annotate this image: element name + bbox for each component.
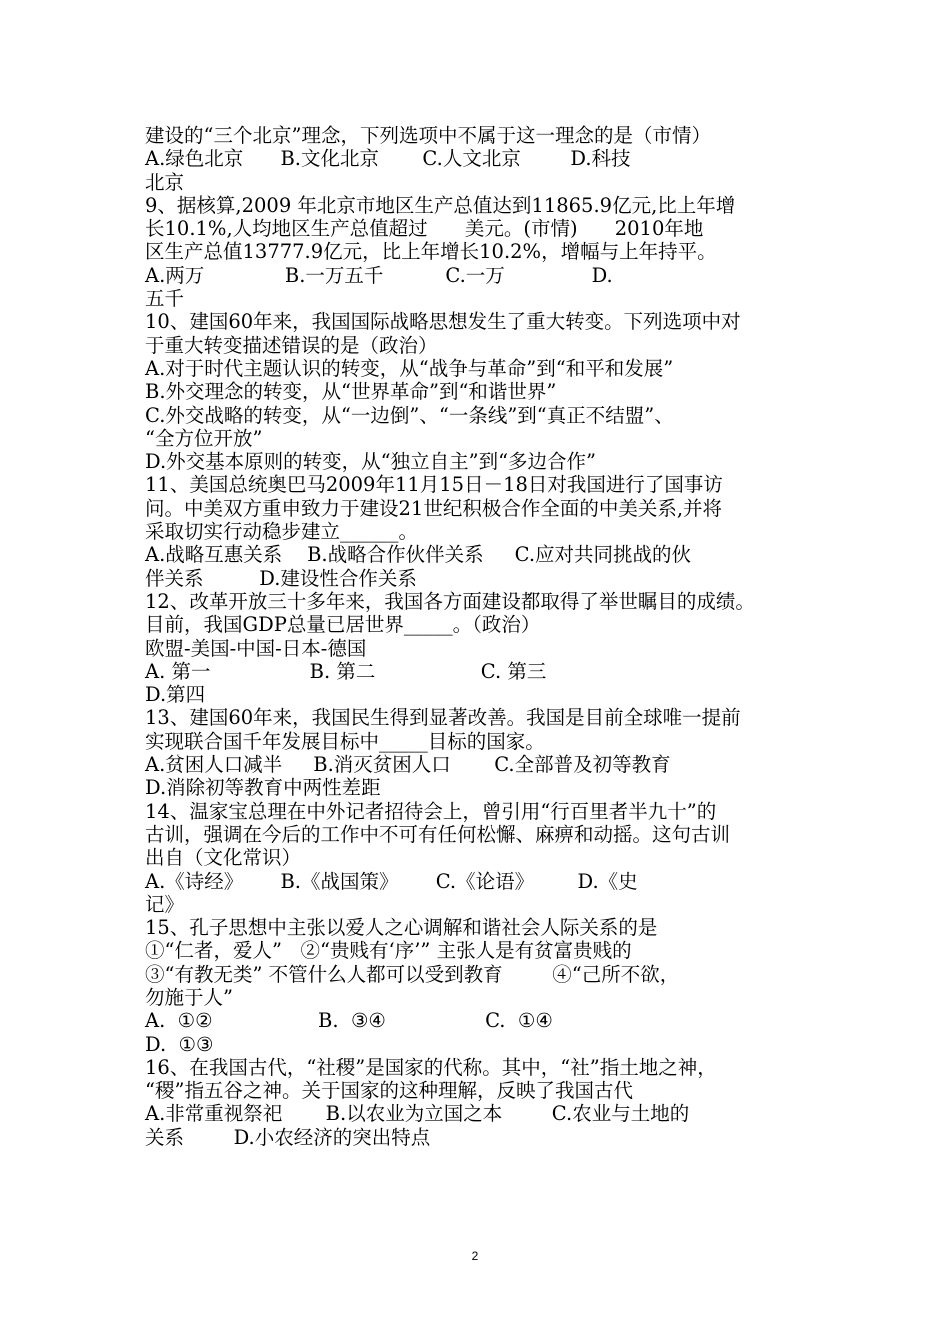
text-line: 出自（文化常识）: [145, 846, 302, 870]
text-line: 16、在我国古代，“社稷”是国家的代称。其中，“社”指土地之神，: [145, 1055, 717, 1079]
text-line: A.战略互惠关系 B.战略合作伙伴关系 C.应对共同挑战的伙: [145, 543, 692, 567]
text-line: A. 第一 B. 第二 C. 第三: [145, 659, 547, 683]
text-line: 问。中美双方重申致力于建设21世纪积极合作全面的中美关系,并将: [145, 496, 723, 520]
text-line: A.对于时代主题认识的转变，从“战争与革命”到“和平和发展”: [145, 356, 674, 380]
page-number: 2: [471, 1249, 479, 1263]
text-line: “全方位开放”: [145, 426, 263, 450]
text-line: B.外交理念的转变，从“世界革命”到“和谐世界”: [145, 380, 557, 404]
text-line: A.两万 B.一万五千 C.一万 D.: [145, 263, 613, 287]
text-line: 伴关系 D.建设性合作关系: [145, 566, 417, 590]
text-line: 10、建国60年来，我国国际战略思想发生了重大转变。下列选项中对: [145, 310, 741, 334]
text-line: 13、建国60年来，我国民生得到显著改善。我国是目前全球唯一提前: [145, 706, 741, 730]
text-line: 五千: [145, 287, 185, 311]
text-line: D.第四: [145, 683, 206, 707]
text-line: A. ①② B. ③④ C. ①④: [145, 1009, 553, 1033]
text-line: 勿施于人”: [145, 985, 233, 1009]
text-line: 于重大转变描述错误的是（政治）: [145, 333, 438, 357]
text-line: D.外交基本原则的转变，从“独立自主”到“多边合作”: [145, 450, 597, 474]
text-line: 实现联合国千年发展目标中_____目标的国家。: [145, 729, 545, 753]
text-line: 12、改革开放三十多年来，我国各方面建设都取得了举世瞩目的成绩。: [145, 589, 755, 613]
text-line: A.非常重视祭祀 B.以农业为立国之本 C.农业与土地的: [145, 1102, 690, 1126]
text-line: 11、美国总统奥巴马2009年11月15日－18日对我国进行了国事访: [145, 473, 723, 497]
text-line: 目前，我国GDP总量已居世界_____。（政治）: [145, 613, 541, 637]
text-line: 欧盟-美国-中国-日本-德国: [145, 636, 367, 660]
text-line: 采取切实行动稳步建立______。: [145, 520, 419, 544]
text-line: 区生产总值13777.9亿元，比上年增长10.2%，增幅与上年持平。: [145, 240, 717, 264]
text-line: “稷”指五谷之神。关于国家的这种理解，反映了我国古代: [145, 1079, 633, 1103]
text-line: ③“有教无类” 不管什么人都可以受到教育 ④“己所不欲，: [145, 962, 680, 986]
document-body: [145, 124, 813, 1149]
text-line: D. ①③: [145, 1032, 214, 1056]
text-line: 15、孔子思想中主张以爱人之心调解和谐社会人际关系的是: [145, 916, 658, 940]
text-line: 9、据核算,2009 年北京市地区生产总值达到11865.9亿元,比上年增: [145, 193, 736, 217]
text-line: 记》: [145, 892, 185, 916]
text-line: A.《诗经》 B.《战国策》 C.《论语》 D.《史: [145, 869, 638, 893]
text-line: ①“仁者，爱人” ②“贵贱有‘序’” 主张人是有贫富贵贱的: [145, 939, 632, 963]
text-line: D.消除初等教育中两性差距: [145, 776, 381, 800]
text-line: 北京: [145, 170, 185, 194]
text-line: 古训，强调在今后的工作中不可有任何松懈、麻痹和动摇。这句古训: [145, 822, 731, 846]
text-line: A.绿色北京 B.文化北京 C.人文北京 D.科技: [145, 147, 631, 171]
text-line: 14、温家宝总理在中外记者招待会上，曾引用“行百里者半九十”的: [145, 799, 717, 823]
text-line: 长10.1%,人均地区生产总值超过 美元。(市情) 2010年地: [145, 217, 704, 241]
text-line: 关系 D.小农经济的突出特点: [145, 1125, 431, 1149]
text-line: A.贫困人口减半 B.消灭贫困人口 C.全部普及初等教育: [145, 753, 671, 777]
text-line: C.外交战略的转变，从“一边倒”、“一条线”到“真正不结盟”、: [145, 403, 674, 427]
text-line: 建设的“三个北京”理念，下列选项中不属于这一理念的是（市情）: [145, 124, 711, 147]
